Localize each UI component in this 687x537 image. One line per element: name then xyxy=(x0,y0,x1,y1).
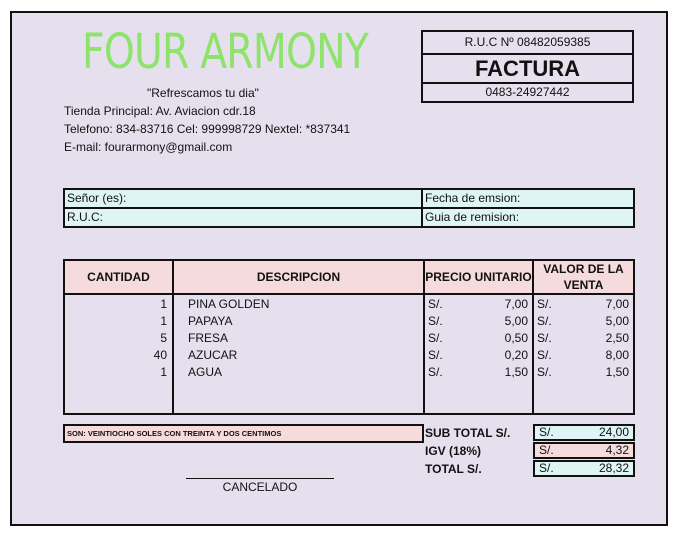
cancelado-label: CANCELADO xyxy=(222,480,298,494)
table-row xyxy=(65,313,633,330)
subtotal-box xyxy=(533,424,635,441)
igv-label: IGV (18%) xyxy=(425,444,482,458)
company-phones: Telefono: 834-83716 Cel: 999998729 Nextel: *837341 xyxy=(64,122,351,136)
row-qty: 1 xyxy=(160,314,167,328)
subtotal-value: 24,00 xyxy=(598,425,629,439)
row-value: 8,00 xyxy=(605,348,629,362)
row-value-currency: S/. xyxy=(537,297,552,311)
total-box xyxy=(533,460,635,477)
client-ruc-field[interactable]: R.U.C: xyxy=(65,209,423,226)
amount-in-words: SON: VEINTIOCHO SOLES CON TREINTA Y DOS CENTIMOS xyxy=(63,424,424,443)
company-address: Tienda Principal: Av. Aviacion cdr.18 xyxy=(64,104,256,118)
igv-box xyxy=(533,442,635,459)
invoice-doc-type: FACTURA xyxy=(423,55,632,84)
invoice-ruc: R.U.C Nº 08482059385 xyxy=(423,32,632,55)
row-value-currency: S/. xyxy=(537,314,552,328)
remission-guide-field[interactable]: Guia de remision: xyxy=(425,210,520,224)
table-row xyxy=(65,347,633,364)
items-table-header xyxy=(65,261,633,295)
header-descripcion: DESCRIPCION xyxy=(256,270,341,284)
row-price-currency: S/. xyxy=(428,297,443,311)
row-value: 7,00 xyxy=(605,297,629,311)
table-row xyxy=(65,330,633,347)
row-price-currency: S/. xyxy=(428,331,443,345)
client-name-field[interactable]: Señor (es): xyxy=(65,190,423,207)
company-logo: FOUR ARMONY xyxy=(82,24,368,80)
row-value-currency: S/. xyxy=(537,348,552,362)
items-table xyxy=(63,259,635,415)
row-qty: 1 xyxy=(160,365,167,379)
row-price: 0,20 xyxy=(504,348,528,362)
row-price: 0,50 xyxy=(504,331,528,345)
header-valor: VALOR DE LA VENTA xyxy=(543,262,624,292)
total-value: 28,32 xyxy=(598,461,629,475)
signature-line xyxy=(186,478,334,479)
table-row xyxy=(65,296,633,313)
total-currency: S/. xyxy=(539,461,554,475)
company-email: E-mail: fourarmony@gmail.com xyxy=(64,140,233,154)
issue-date-field[interactable]: Fecha de emsion: xyxy=(425,191,521,205)
row-value: 2,50 xyxy=(605,331,629,345)
row-value-currency: S/. xyxy=(537,365,552,379)
subtotal-currency: S/. xyxy=(539,425,554,439)
row-desc: PINA GOLDEN xyxy=(188,297,270,311)
row-price: 1,50 xyxy=(504,365,528,379)
invoice-number: 0483-24927442 xyxy=(485,85,570,99)
row-value-currency: S/. xyxy=(537,331,552,345)
header-cantidad: CANTIDAD xyxy=(87,270,150,284)
row-qty: 1 xyxy=(160,297,167,311)
client-info-box xyxy=(63,188,635,228)
row-qty: 5 xyxy=(160,331,167,345)
row-value: 1,50 xyxy=(605,365,629,379)
igv-value: 4,32 xyxy=(605,443,629,457)
row-price-currency: S/. xyxy=(428,348,443,362)
invoice-sheet xyxy=(10,11,668,526)
igv-currency: S/. xyxy=(539,443,554,457)
row-price-currency: S/. xyxy=(428,314,443,328)
row-price: 7,00 xyxy=(504,297,528,311)
row-value: 5,00 xyxy=(605,314,629,328)
header-precio: PRECIO UNITARIO xyxy=(425,270,532,284)
invoice-id-box xyxy=(421,30,634,103)
company-slogan: "Refrescamos tu dia" xyxy=(147,86,259,100)
row-desc: PAPAYA xyxy=(188,314,233,328)
row-desc: AGUA xyxy=(188,365,223,379)
total-label: TOTAL S/. xyxy=(425,462,482,476)
row-desc: FRESA xyxy=(188,331,229,345)
row-price-currency: S/. xyxy=(428,365,443,379)
row-desc: AZUCAR xyxy=(188,348,238,362)
row-price: 5,00 xyxy=(504,314,528,328)
row-qty: 40 xyxy=(153,348,167,362)
table-row xyxy=(65,364,633,381)
subtotal-label: SUB TOTAL S/. xyxy=(425,426,511,440)
